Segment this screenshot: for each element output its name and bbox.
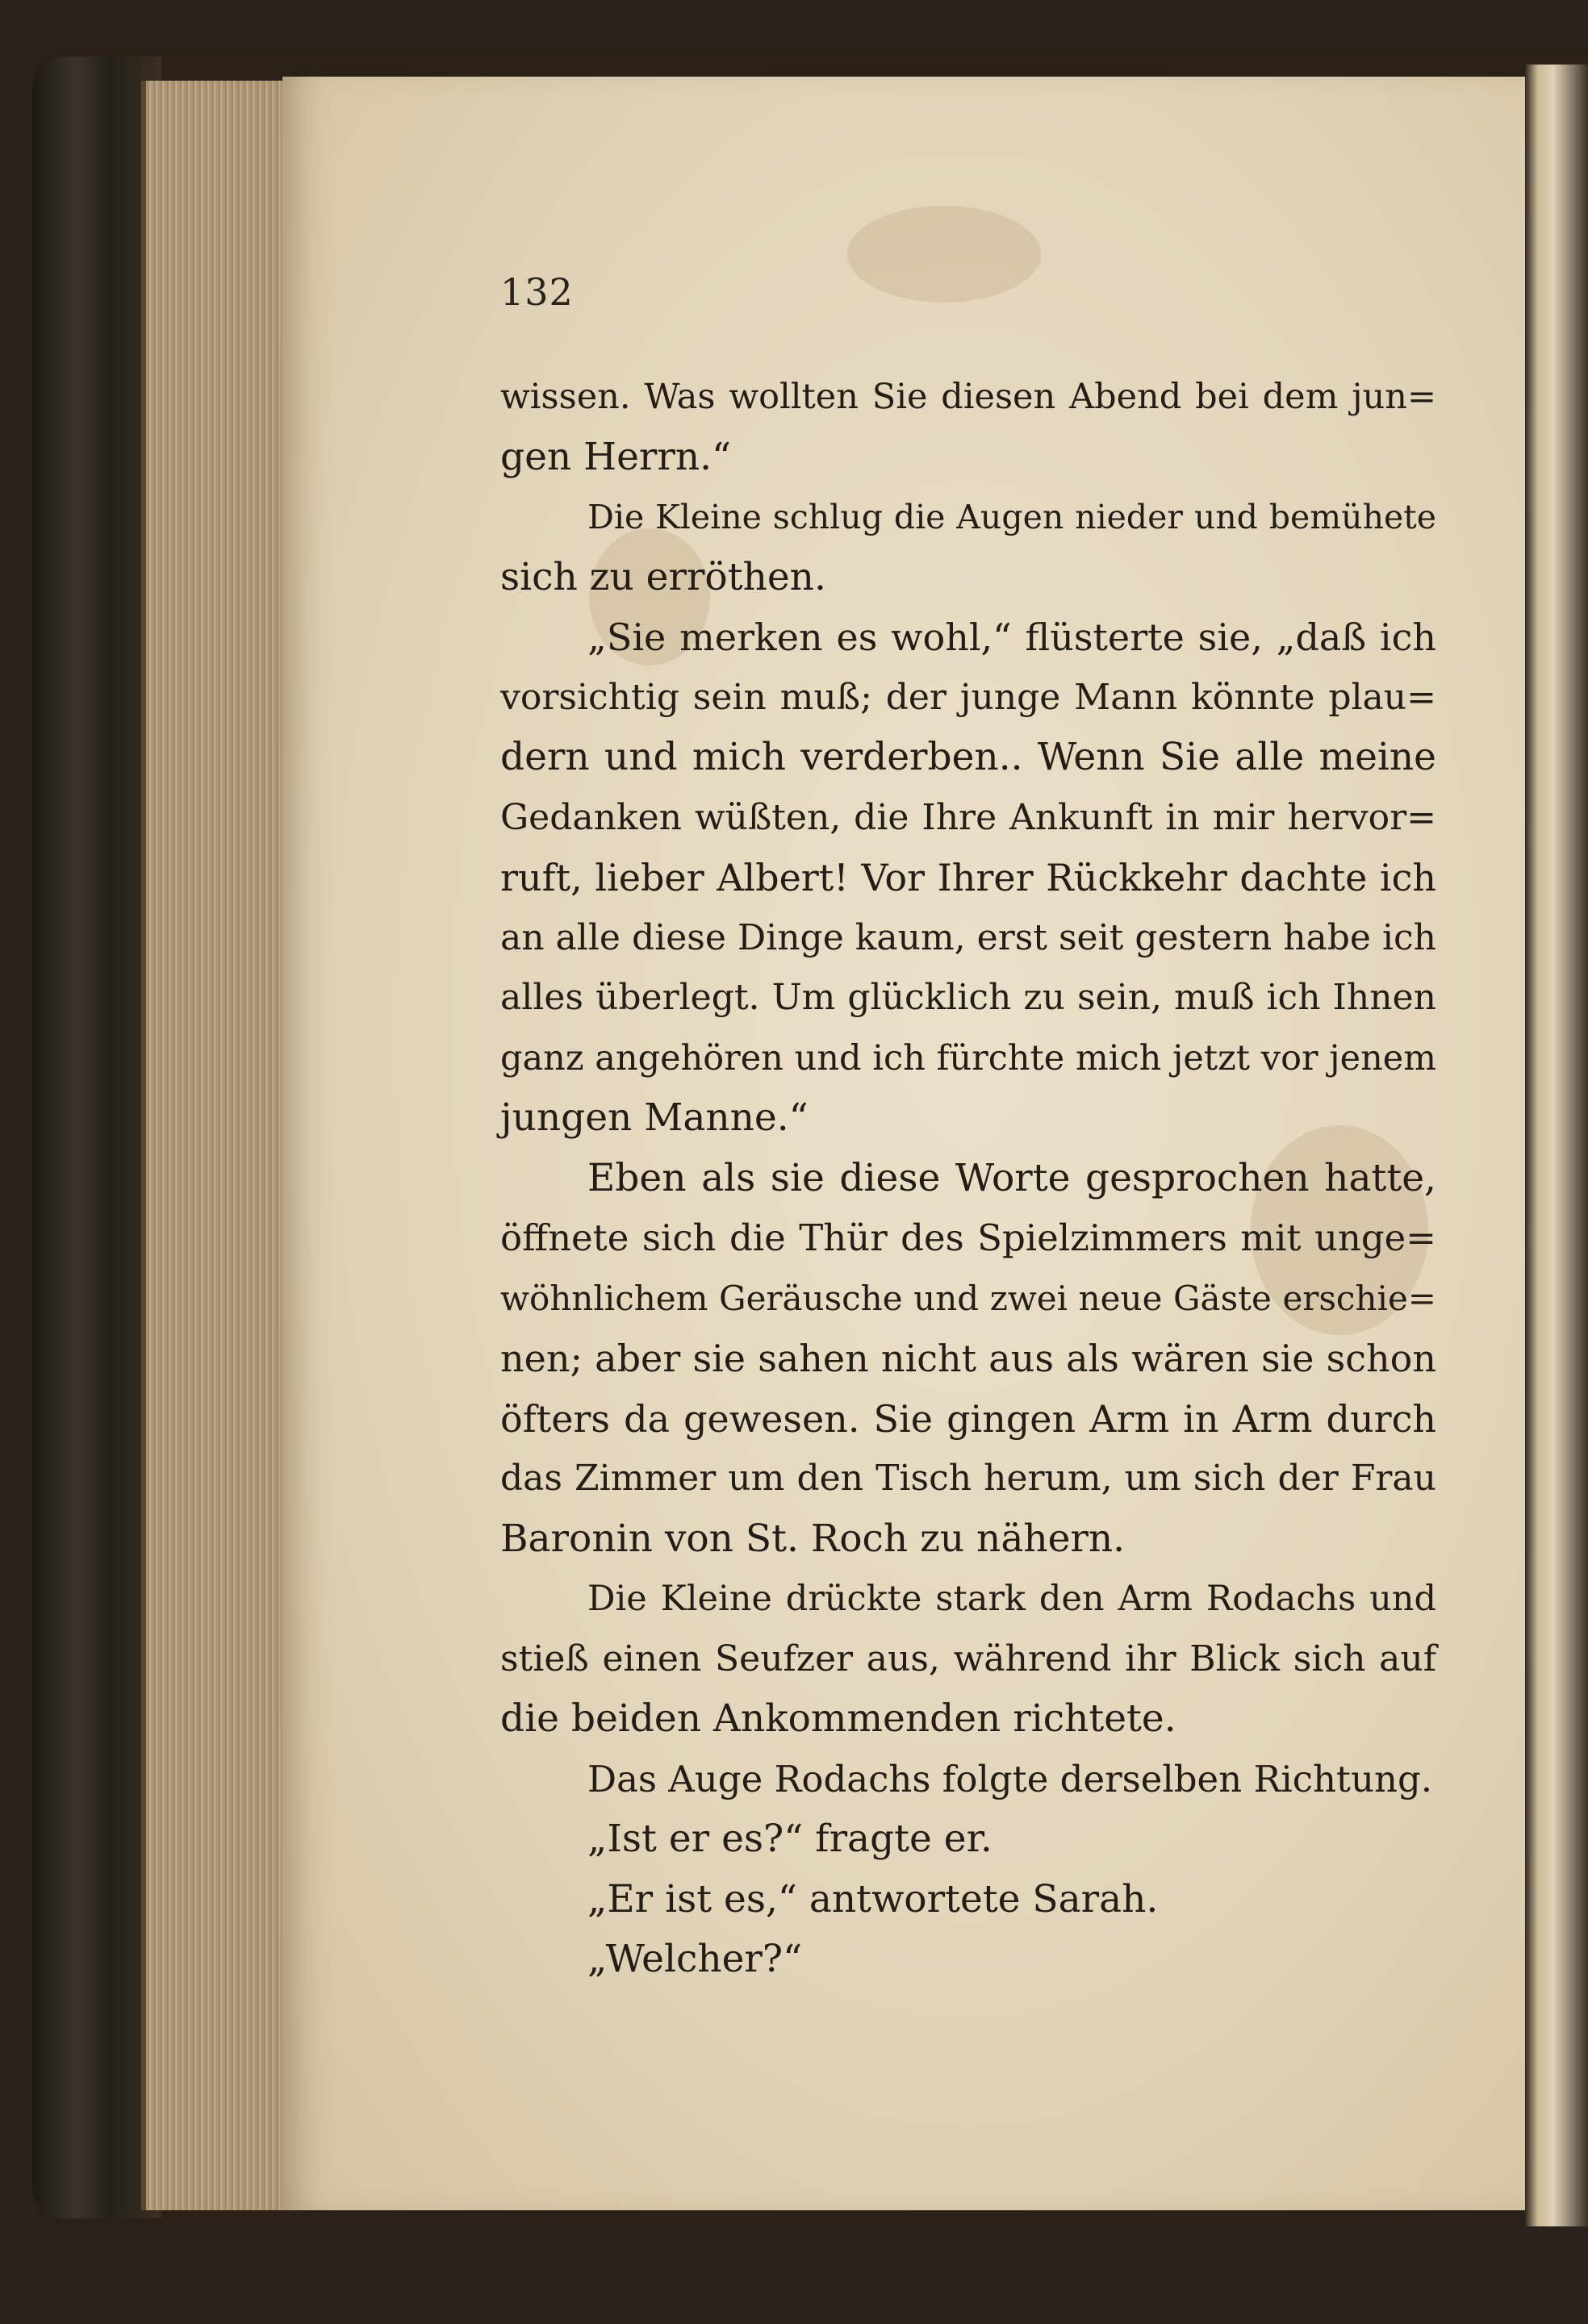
text-line: nen; aber sie sahen nicht aus als wären sie schon: [500, 1337, 1436, 1380]
text-line: „Er ist es,“ antwortete Sarah.: [587, 1876, 1159, 1921]
text-line: „Welcher?“: [587, 1937, 803, 1981]
text-line: Das Auge Rodachs folgte derselben Richtung.: [587, 1757, 1433, 1800]
text-line: ruft, lieber Albert! Vor Ihrer Rückkehr dachte ich: [500, 856, 1436, 899]
page-number: 132: [500, 270, 574, 314]
text-line: stieß einen Seufzer aus, während ihr Blick sich auf: [500, 1638, 1436, 1679]
text-line: „Sie merken es wohl,“ flüsterte sie, „daß ich: [587, 615, 1436, 659]
text-line: alles überlegt. Um glücklich zu sein, muß ich Ihnen: [500, 977, 1436, 1018]
page-stain: [847, 206, 1041, 302]
page-edges: [141, 81, 295, 2210]
text-line: gen Herrn.“: [500, 434, 732, 479]
text-line: dern und mich verderben.. Wenn Sie alle meine: [500, 735, 1436, 779]
text-line: vorsichtig sein muß; der junge Mann könnte plau=: [500, 676, 1436, 718]
text-line: Gedanken wüßten, die Ihre Ankunft in mir hervor=: [500, 796, 1436, 838]
text-line: öfters da gewesen. Sie gingen Arm in Arm durch: [500, 1396, 1436, 1441]
text-line: Die Kleine schlug die Augen nieder und bemühete: [587, 498, 1436, 536]
text-line: Baronin von St. Roch zu nähern.: [500, 1516, 1126, 1561]
text-line: das Zimmer um den Tisch herum, um sich der Frau: [500, 1458, 1436, 1499]
text-line: Eben als sie diese Worte gesprochen hatte,: [587, 1155, 1436, 1200]
text-line: „Ist er es?“ fragte er.: [587, 1817, 992, 1861]
text-line: an alle diese Dinge kaum, erst seit gestern habe ich: [500, 916, 1437, 958]
book-page: [282, 77, 1525, 2210]
facing-page-edge: [1525, 65, 1588, 2226]
text-line: wöhnlichem Geräusche und zwei neue Gäste erschie=: [500, 1278, 1436, 1318]
text-line: die beiden Ankommenden richtete.: [500, 1696, 1176, 1741]
text-line: ganz angehören und ich fürchte mich jetzt vor jenem: [500, 1037, 1436, 1079]
text-line: öffnete sich die Thür des Spielzimmers mit unge=: [500, 1216, 1436, 1259]
text-line: sich zu erröthen.: [500, 554, 826, 599]
body-text: [500, 367, 1436, 1990]
text-line: Die Kleine drückte stark den Arm Rodachs und: [587, 1579, 1436, 1619]
text-line: wissen. Was wollten Sie diesen Abend bei dem jun=: [500, 377, 1436, 417]
text-line: jungen Manne.“: [500, 1095, 809, 1140]
